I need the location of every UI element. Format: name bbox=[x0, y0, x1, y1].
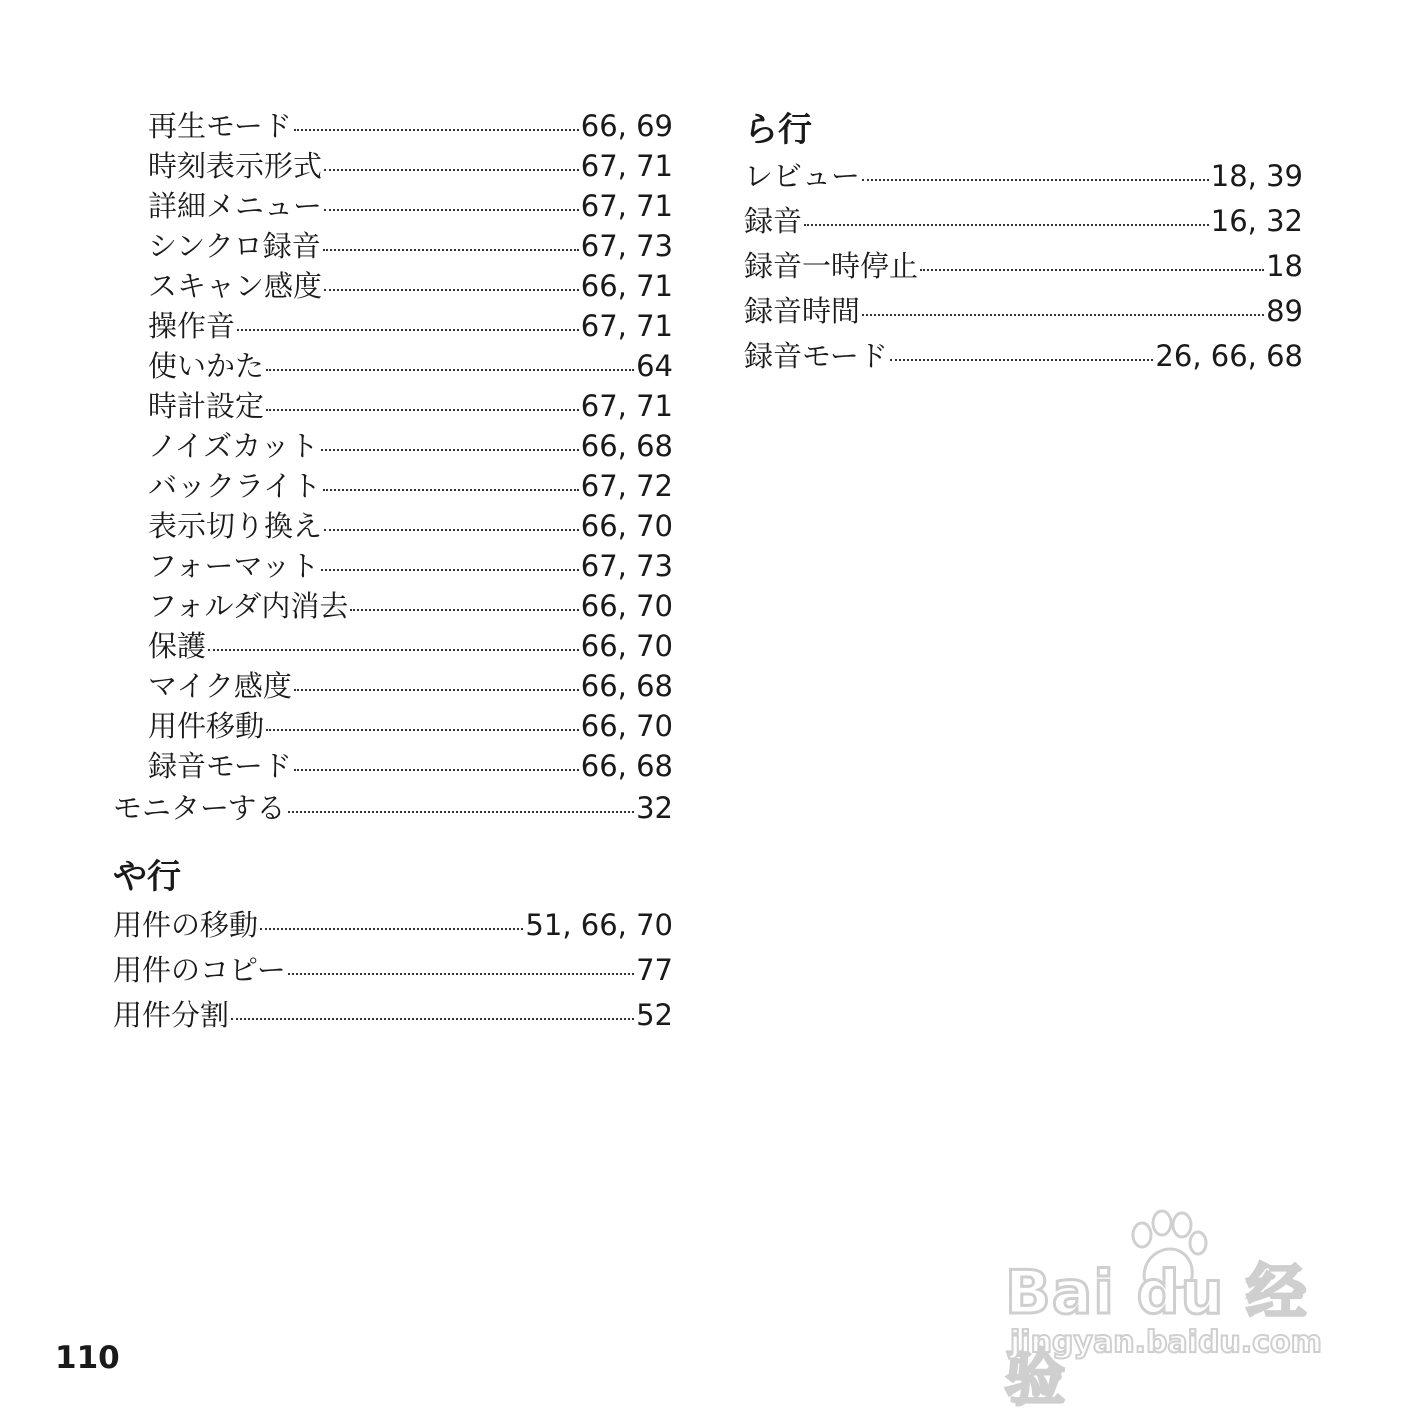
index-entry bbox=[113, 226, 673, 266]
baidu-watermark bbox=[1005, 1205, 1335, 1414]
dot-leader bbox=[237, 329, 579, 331]
entry-pages: 66, 70 bbox=[580, 709, 673, 743]
dot-leader bbox=[323, 249, 579, 251]
entry-term: ノイズカット bbox=[148, 429, 319, 463]
entry-pages: 66, 71 bbox=[580, 269, 673, 303]
dot-leader bbox=[862, 179, 1209, 181]
dot-leader bbox=[288, 811, 635, 813]
index-entry bbox=[113, 426, 673, 466]
entry-pages: 66, 69 bbox=[580, 109, 673, 143]
entry-pages: 52 bbox=[636, 998, 673, 1032]
dot-leader bbox=[321, 569, 578, 571]
index-entry bbox=[113, 186, 673, 226]
entry-pages: 67, 73 bbox=[580, 229, 673, 263]
dot-leader bbox=[294, 129, 579, 131]
index-entry bbox=[744, 334, 1303, 379]
entry-term: フォルダ内消去 bbox=[148, 589, 349, 623]
dot-leader bbox=[350, 609, 578, 611]
entry-term: 時刻表示形式 bbox=[148, 149, 323, 183]
dot-leader bbox=[294, 689, 579, 691]
entry-term: 時計設定 bbox=[148, 389, 265, 423]
dot-leader bbox=[324, 209, 579, 211]
index-entry bbox=[113, 546, 673, 586]
entry-pages: 67, 72 bbox=[580, 469, 673, 503]
entry-pages: 67, 71 bbox=[580, 149, 673, 183]
index-entry bbox=[113, 948, 673, 993]
dot-leader bbox=[260, 928, 523, 930]
ya-entry-list bbox=[113, 903, 673, 1038]
dot-leader bbox=[321, 449, 579, 451]
entry-term: 詳細メニュー bbox=[148, 189, 323, 223]
dot-leader bbox=[266, 369, 634, 371]
entry-term: モニターする bbox=[113, 791, 286, 825]
dot-leader bbox=[231, 1018, 634, 1020]
index-entry bbox=[113, 706, 673, 746]
index-entry bbox=[744, 289, 1303, 334]
dot-leader bbox=[266, 409, 579, 411]
entry-term: 操作音 bbox=[148, 309, 236, 343]
index-entry bbox=[744, 199, 1303, 244]
dot-leader bbox=[890, 359, 1154, 361]
index-entry bbox=[113, 903, 673, 948]
entry-term: 用件の移動 bbox=[113, 908, 259, 942]
entry-pages: 67, 71 bbox=[580, 189, 673, 223]
index-entry-monitor bbox=[113, 786, 673, 831]
entry-term: 用件移動 bbox=[148, 709, 265, 743]
index-entry bbox=[113, 666, 673, 706]
section-heading-ya: や行 bbox=[113, 857, 181, 897]
section-heading-ra: ら行 bbox=[744, 110, 812, 150]
entry-term: フォーマット bbox=[148, 549, 320, 583]
index-entry bbox=[113, 306, 673, 346]
entry-pages: 18, 39 bbox=[1210, 159, 1303, 193]
entry-pages: 67, 73 bbox=[580, 549, 673, 583]
entry-pages: 18 bbox=[1266, 249, 1303, 283]
index-entry bbox=[113, 466, 673, 506]
index-entry bbox=[113, 506, 673, 546]
entry-pages: 66, 68 bbox=[580, 429, 673, 463]
dot-leader bbox=[324, 529, 579, 531]
entry-term: 録音モード bbox=[148, 749, 292, 783]
entry-term: 用件分割 bbox=[113, 998, 230, 1032]
dot-leader bbox=[804, 224, 1209, 226]
index-entry bbox=[113, 346, 673, 386]
entry-term: 保護 bbox=[148, 629, 207, 663]
entry-term: 表示切り換え bbox=[148, 509, 323, 543]
entry-pages: 67, 71 bbox=[580, 389, 673, 423]
index-entry bbox=[113, 626, 673, 666]
watermark-brand: Bai du 经验 bbox=[1005, 1258, 1308, 1414]
entry-term: 用件のコピー bbox=[113, 953, 286, 987]
entry-pages: 77 bbox=[636, 953, 673, 987]
entry-term: 再生モード bbox=[148, 109, 292, 143]
entry-pages: 89 bbox=[1266, 294, 1303, 328]
entry-pages: 32 bbox=[636, 791, 673, 825]
entry-pages: 66, 70 bbox=[580, 589, 673, 623]
index-entry bbox=[744, 154, 1303, 199]
sub-entry-list bbox=[113, 106, 673, 786]
entry-term: レビュー bbox=[744, 159, 861, 193]
index-right-column bbox=[744, 106, 1303, 379]
page-number: 110 bbox=[55, 1340, 120, 1376]
dot-leader bbox=[266, 729, 579, 731]
entry-term: 録音 bbox=[744, 204, 803, 238]
entry-term: マイク感度 bbox=[148, 669, 292, 703]
index-entry bbox=[113, 746, 673, 786]
entry-term: 録音モード bbox=[744, 339, 888, 373]
index-left-column bbox=[113, 106, 673, 1038]
entry-pages: 51, 66, 70 bbox=[525, 908, 673, 942]
dot-leader bbox=[288, 973, 634, 975]
index-entry bbox=[744, 244, 1303, 289]
entry-term: 録音時間 bbox=[744, 294, 861, 328]
entry-pages: 66, 68 bbox=[580, 669, 673, 703]
entry-term: 録音一時停止 bbox=[744, 249, 919, 283]
dot-leader bbox=[862, 314, 1264, 316]
entry-pages: 67, 71 bbox=[580, 309, 673, 343]
entry-pages: 16, 32 bbox=[1210, 204, 1303, 238]
index-entry bbox=[113, 586, 673, 626]
entry-term: スキャン感度 bbox=[148, 269, 323, 303]
ra-entry-list bbox=[744, 154, 1303, 379]
entry-pages: 66, 70 bbox=[580, 509, 673, 543]
entry-term: シンクロ録音 bbox=[148, 229, 321, 263]
entry-term: 使いかた bbox=[148, 349, 265, 383]
index-entry bbox=[113, 106, 673, 146]
dot-leader bbox=[324, 169, 579, 171]
index-entry bbox=[113, 266, 673, 306]
entry-term: バックライト bbox=[148, 469, 322, 503]
dot-leader bbox=[208, 649, 579, 651]
index-entry bbox=[113, 386, 673, 426]
dot-leader bbox=[324, 289, 579, 291]
entry-pages: 66, 70 bbox=[580, 629, 673, 663]
index-entry bbox=[113, 146, 673, 186]
index-entry bbox=[113, 993, 673, 1038]
entry-pages: 64 bbox=[636, 349, 673, 383]
entry-pages: 66, 68 bbox=[580, 749, 673, 783]
dot-leader bbox=[323, 489, 579, 491]
watermark-url: jingyan.baidu.com bbox=[1010, 1325, 1322, 1360]
entry-pages: 26, 66, 68 bbox=[1155, 339, 1303, 373]
dot-leader bbox=[294, 769, 579, 771]
dot-leader bbox=[920, 269, 1264, 271]
